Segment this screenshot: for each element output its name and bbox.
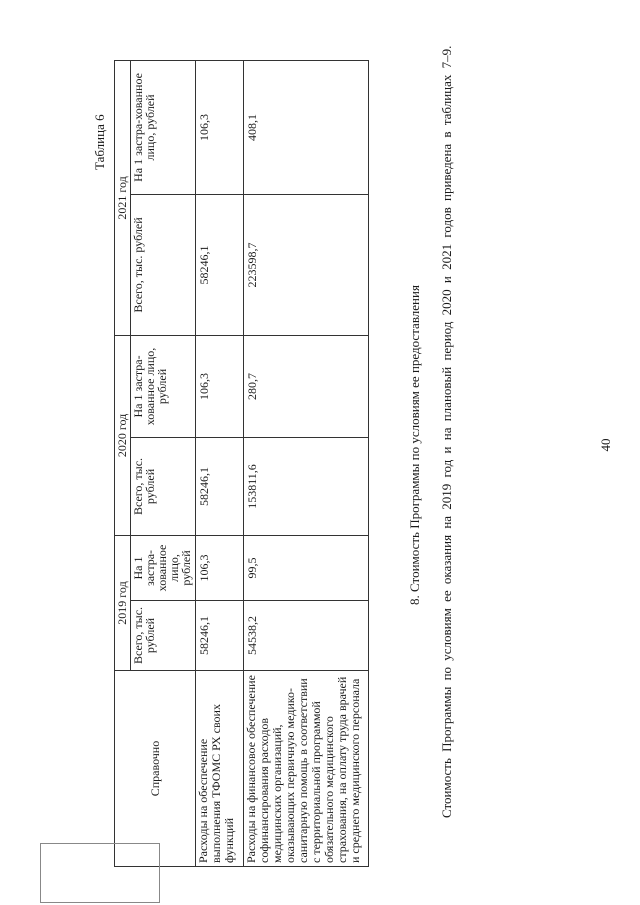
header-per-person: На 1 застра-хованное лицо, рублей bbox=[130, 60, 196, 194]
cell-value: 99,5 bbox=[244, 535, 369, 600]
header-total: Всего, тыс. рублей bbox=[130, 601, 196, 671]
section-heading: 8. Стоимость Программы по условиям ее предоставления bbox=[407, 285, 422, 605]
registration-stamp bbox=[40, 843, 160, 903]
header-total: Всего, тыс. рублей bbox=[130, 437, 196, 535]
table-row bbox=[196, 60, 244, 866]
header-per-person: На 1 застра-хованное лицо, рублей bbox=[130, 535, 196, 600]
cell-value: 58246,1 bbox=[196, 437, 244, 535]
cell-value: 58246,1 bbox=[196, 601, 244, 671]
table-row bbox=[244, 60, 369, 866]
header-year: 2019 год bbox=[115, 535, 131, 670]
data-table bbox=[114, 60, 369, 867]
header-year: 2021 год bbox=[115, 60, 131, 335]
header-total: Всего, тыс. рублей bbox=[130, 194, 196, 335]
cell-value: 408,1 bbox=[244, 60, 369, 194]
row-label: Расходы на обеспечение выполнения ТФОМС РХ своих функций bbox=[196, 671, 244, 867]
cell-value: 106,3 bbox=[196, 535, 244, 600]
cell-value: 280,7 bbox=[244, 335, 369, 437]
cell-value: 58246,1 bbox=[196, 194, 244, 335]
row-label: Расходы на финансовое обеспечение софинансирования расходов медицинских организаций, оказывающих первичную медико-санитарную помощь в соответствии с территориальной программой обязательного медицинского страхования, на оплату труда врачей и среднего медицинского персонала bbox=[244, 671, 369, 867]
header-year: 2020 год bbox=[115, 335, 131, 535]
header-reference: Справочно bbox=[115, 671, 196, 867]
cell-value: 223598,7 bbox=[244, 194, 369, 335]
cell-value: 54538,2 bbox=[244, 601, 369, 671]
header-per-person: На 1 застра-хованное лицо, рублей bbox=[130, 335, 196, 437]
cell-value: 106,3 bbox=[196, 335, 244, 437]
paragraph-text: Стоимость Программы по условиям ее оказания на 2019 год и на плановый период 2020 и 2021 годов приведена в таблицах 7–9. bbox=[439, 45, 454, 818]
page-number: 40 bbox=[598, 438, 613, 452]
table-label: Таблица 6 bbox=[92, 114, 107, 170]
body-paragraph bbox=[438, 30, 455, 870]
table-header-row-years bbox=[115, 60, 131, 866]
cell-value: 153811,6 bbox=[244, 437, 369, 535]
cell-value: 106,3 bbox=[196, 60, 244, 194]
